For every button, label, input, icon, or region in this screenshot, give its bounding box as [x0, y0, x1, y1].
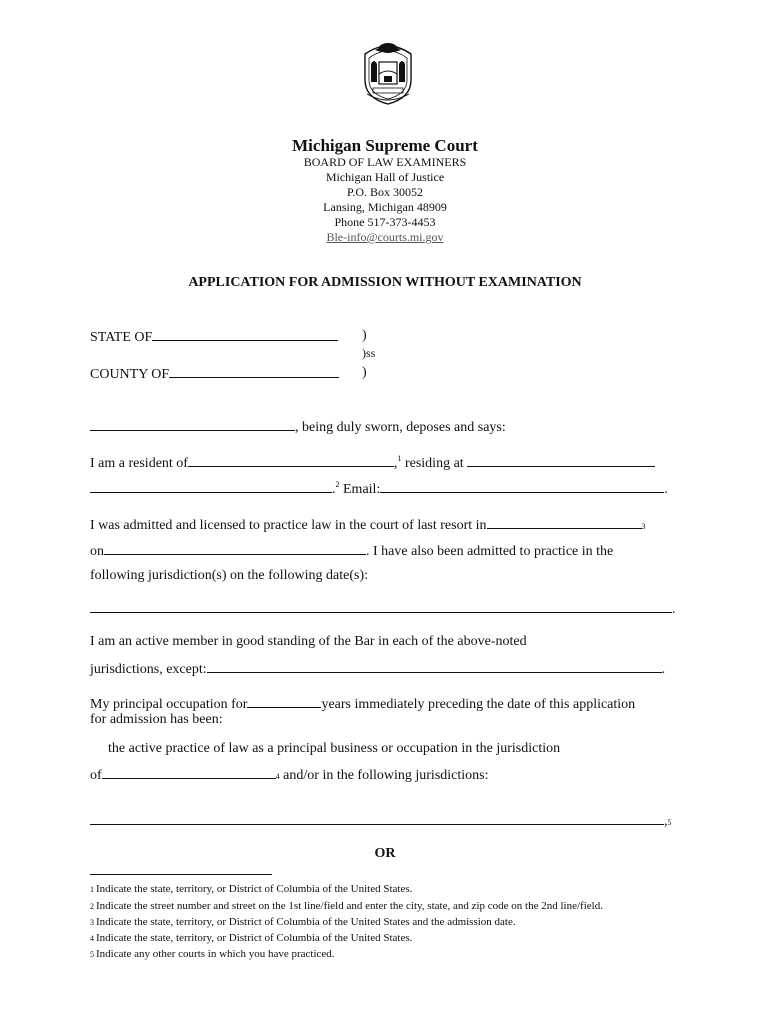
practice-jurisdiction-line	[90, 766, 488, 784]
paren-bottom: )	[362, 365, 367, 380]
practice-jurisdiction-field[interactable]	[102, 766, 276, 779]
jurisdictions-intro: following jurisdiction(s) on the following date(s):	[90, 568, 369, 583]
residing-label: residing at	[404, 456, 464, 471]
phone-number: Phone 517-373-4453	[334, 215, 436, 229]
period: .	[661, 662, 666, 677]
occupation-line-1	[90, 695, 635, 713]
court-name: Michigan Supreme Court	[292, 136, 478, 155]
footnote-number: 2	[90, 902, 94, 911]
court-of-last-resort-field[interactable]	[487, 516, 642, 529]
footnote-3	[90, 916, 516, 928]
county-of-line	[90, 365, 339, 383]
state-of-line	[90, 328, 338, 346]
footnote-text: Indicate any other courts in which you have practiced.	[96, 948, 335, 960]
footnote-number: 3	[90, 918, 94, 927]
address-line-2	[90, 480, 668, 498]
practice-text: the active practice of law as a principal business or occupation in the jurisdiction	[108, 741, 561, 756]
also-admitted-text: . I have also been admitted to practice in the	[366, 544, 614, 559]
city-state-zip: Lansing, Michigan 48909	[323, 200, 447, 214]
po-box: P.O. Box 30052	[346, 185, 423, 199]
board-name: BOARD OF LAW EXAMINERS	[303, 155, 467, 169]
other-courts-line	[90, 812, 672, 830]
admitted-line	[90, 516, 646, 534]
footnote-4	[90, 932, 412, 944]
footnote-mark-2: 2	[335, 480, 340, 489]
resident-state-field[interactable]	[188, 454, 394, 467]
period: .	[332, 482, 336, 497]
occupation-text-a: My principal occupation for	[90, 697, 248, 712]
footnote-text: Indicate the state, territory, or District of Columbia of the United States and the admission date.	[96, 916, 516, 928]
admission-date-line	[90, 542, 613, 560]
email-label: Email:	[343, 482, 381, 497]
resident-label: I am a resident of	[90, 456, 188, 471]
footnote-mark-1: 1	[397, 454, 402, 463]
other-courts-field[interactable]	[90, 812, 664, 825]
years-field[interactable]	[247, 695, 321, 708]
footnote-5	[90, 948, 335, 960]
street-address-field[interactable]	[467, 454, 655, 467]
sworn-text: , being duly sworn, deposes and says:	[295, 420, 506, 435]
county-of-label: COUNTY OF	[90, 367, 170, 382]
city-state-zip-field[interactable]	[90, 480, 332, 493]
other-jurisdictions-field[interactable]	[90, 600, 672, 613]
footnote-number: 5	[90, 950, 94, 959]
occupation-line-2: for admission has been:	[90, 712, 223, 727]
of-label: of	[90, 768, 102, 783]
paren-top: )	[362, 328, 367, 343]
except-label: jurisdictions, except:	[90, 662, 207, 677]
footnote-mark-5: 5	[667, 818, 672, 827]
on-label: on	[90, 544, 104, 559]
footnote-number: 4	[90, 934, 94, 943]
footnote-mark-3: 3	[641, 522, 646, 531]
footnote-text: Indicate the street number and street on the 1st line/field and enter the city, state, and zip code on the 2nd line/field.	[96, 900, 603, 912]
michigan-seal-icon	[357, 36, 419, 106]
occupation-text-b: years immediately preceding the date of this application	[321, 697, 636, 712]
footnote-number: 1	[90, 885, 94, 894]
admitted-text: I was admitted and licensed to practice law in the court of last resort in	[90, 518, 487, 533]
form-title: APPLICATION FOR ADMISSION WITHOUT EXAMINATION	[188, 275, 582, 290]
footnote-mark-4: 4	[275, 772, 280, 781]
except-field[interactable]	[207, 660, 662, 673]
email-link[interactable]: Ble-info@courts.mi.gov	[326, 230, 444, 244]
comma: ,	[393, 456, 398, 471]
admission-date-field[interactable]	[104, 542, 366, 555]
footnote-divider	[90, 874, 272, 875]
jurisdictions-line	[90, 600, 676, 618]
active-member-text: I am an active member in good standing of the Bar in each of the above-noted	[90, 634, 527, 649]
email-field[interactable]	[380, 480, 664, 493]
county-field[interactable]	[169, 365, 339, 378]
state-of-label: STATE OF	[90, 330, 153, 345]
footnote-2	[90, 900, 603, 912]
or-separator: OR	[374, 846, 396, 861]
sworn-line	[90, 418, 506, 436]
period: .	[672, 602, 676, 617]
except-line	[90, 660, 665, 678]
affiant-name-field[interactable]	[90, 418, 295, 431]
andor-text: and/or in the following jurisdictions:	[283, 768, 489, 783]
comma: ,	[664, 814, 668, 829]
hall-name: Michigan Hall of Justice	[325, 170, 445, 184]
footnote-text: Indicate the state, territory, or District of Columbia of the United States.	[96, 883, 413, 895]
footnote-1	[90, 883, 412, 895]
paren-ss: )ss	[362, 346, 376, 360]
resident-line	[90, 454, 655, 472]
state-field[interactable]	[152, 328, 338, 341]
footnote-text: Indicate the state, territory, or District of Columbia of the United States.	[96, 932, 413, 944]
period: .	[664, 482, 668, 497]
